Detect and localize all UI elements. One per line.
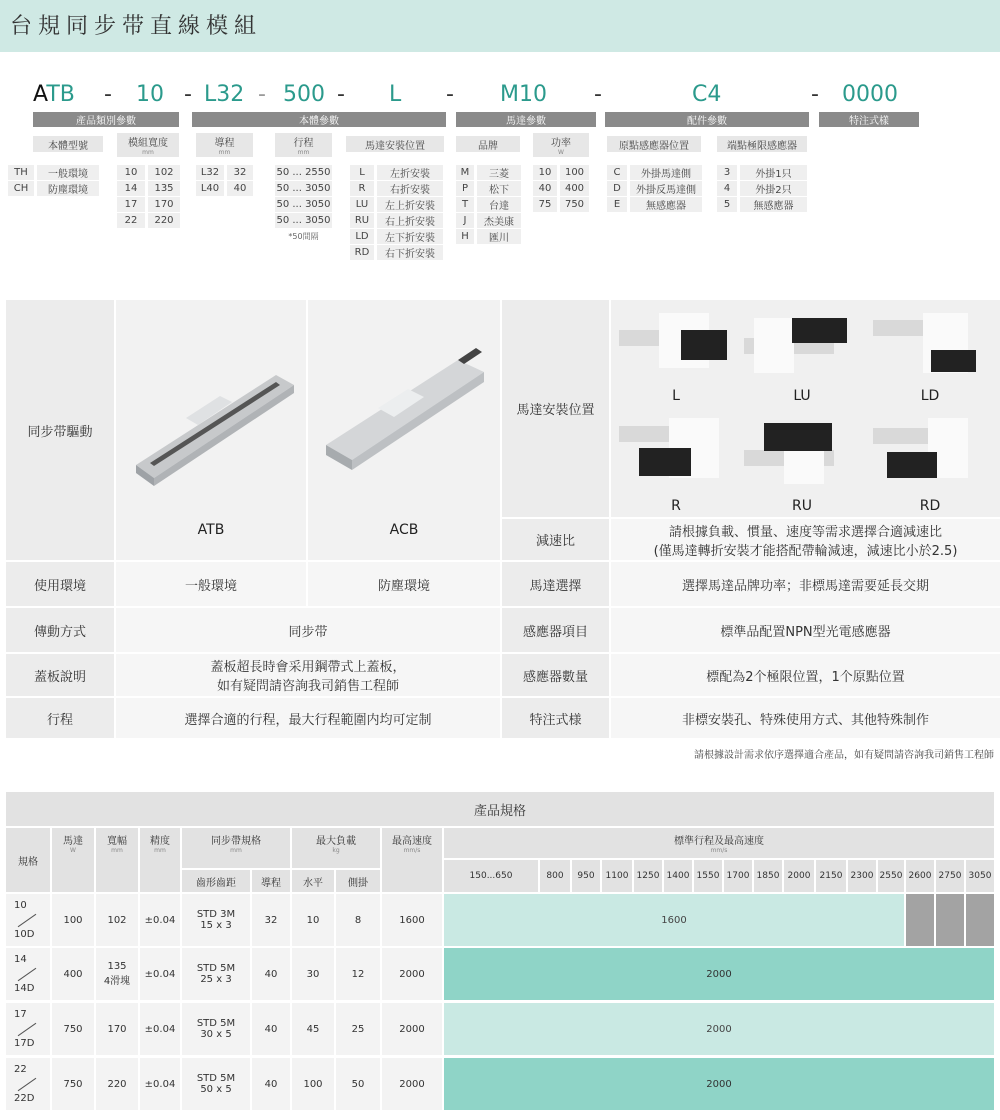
stroke-text: 選擇合適的行程，最大行程範圍内均可定制	[116, 698, 500, 738]
spec-model-top: 10	[14, 900, 27, 911]
code-dash: -	[184, 82, 192, 107]
spec-belt	[182, 948, 250, 1000]
spec-model-top: 22	[14, 1064, 27, 1075]
motor-pos-code: L	[672, 388, 680, 404]
code-stroke: 500	[283, 82, 325, 107]
h-horiz: 水平	[292, 870, 334, 892]
spec-model-cell	[6, 948, 50, 1000]
motor-l-icon	[619, 308, 729, 378]
speed-bar: 2000	[444, 1058, 994, 1110]
spec-width	[96, 1058, 138, 1110]
spec-belt	[182, 1003, 250, 1055]
spec-precision: ±0.04	[140, 1058, 180, 1110]
width-value: 220	[107, 1078, 127, 1090]
stroke-note: *50間隔	[288, 231, 319, 241]
group-accessory-params: 配件參數	[605, 112, 809, 127]
spec-lead: 40	[252, 1003, 290, 1055]
label-sensor-item: 感應器項目	[502, 608, 609, 652]
code-width: 10	[136, 82, 164, 107]
spec-model-bottom: 17D	[14, 1038, 35, 1049]
spec-load-side: 12	[336, 948, 380, 1000]
belt-size: 50 x 5	[200, 1084, 232, 1095]
motor-lu-icon	[744, 308, 854, 378]
spec-model-top: 14	[14, 954, 27, 965]
h-motor: 馬達 W	[52, 828, 94, 892]
spec-motor: 750	[52, 1058, 94, 1110]
stroke-col-header: 800	[540, 860, 570, 892]
page-title: 台規同步带直線模組	[10, 14, 263, 39]
spec-load-horizontal: 45	[292, 1003, 334, 1055]
h-width: 寬幅 mm	[96, 828, 138, 892]
code-atb: ATB	[33, 82, 75, 107]
belt-type: STD 3M	[196, 909, 236, 920]
unavailable-cell	[936, 894, 964, 946]
spec-model-cell	[6, 1003, 50, 1055]
motor-ru-icon	[744, 418, 854, 488]
label-transmission: 傳動方式	[6, 608, 114, 652]
stroke-col-header: 2000	[784, 860, 814, 892]
footnote: 請根據設計需求依序選擇適合產品，如有疑問請咨詢我司銷售工程師	[694, 750, 994, 761]
pill-motor-pos: 馬達安裝位置	[346, 136, 444, 152]
h-load: 最大負載 kg	[292, 828, 380, 868]
h-stroke: 標準行程及最高速度 mm/s	[444, 828, 994, 858]
code-dash: -	[258, 82, 266, 107]
code-motor-pos: L	[389, 82, 402, 107]
spec-lead: 40	[252, 948, 290, 1000]
stroke-col-header: 1400	[664, 860, 692, 892]
code-special: 0000	[842, 82, 898, 107]
stroke-col-header: 1700	[724, 860, 752, 892]
label-special: 特注式様	[502, 698, 609, 738]
spec-motor: 750	[52, 1003, 94, 1055]
spec-precision: ±0.04	[140, 948, 180, 1000]
width-value: 135	[107, 961, 127, 972]
sensor-count-text: 標配為2个極限位置，1个原點位置	[611, 654, 1000, 696]
pill-width: 模組寬度 mm	[117, 133, 179, 157]
group-motor-params: 馬達參數	[456, 112, 596, 127]
acb-label: ACB	[389, 522, 419, 538]
stroke-col-header: 950	[572, 860, 600, 892]
pill-lead: 導程 mm	[196, 133, 253, 157]
spec-lead: 32	[252, 894, 290, 946]
belt-size: 30 x 5	[200, 1029, 232, 1040]
motor-pos-code: LD	[920, 388, 940, 404]
motor-pos-code: RU	[792, 498, 812, 514]
label-motor-select: 馬達選擇	[502, 562, 609, 606]
stroke-col-header: 1550	[694, 860, 722, 892]
belt-type: STD 5M	[196, 1073, 236, 1084]
code-dash: -	[811, 82, 819, 107]
cover-text: 蓋板超長時會采用鋼帶式上蓋板， 如有疑問請咨詢我司銷售工程師	[116, 654, 500, 696]
motor-position-grid	[611, 300, 1000, 517]
product-atb-image	[116, 300, 306, 560]
spec-load-horizontal: 30	[292, 948, 334, 1000]
spec-precision: ±0.04	[140, 1003, 180, 1055]
speed-bar: 2000	[444, 1003, 994, 1055]
spec-model-bottom: 14D	[14, 983, 35, 994]
code-motor: M10	[500, 82, 547, 107]
stroke-col-header: 3050	[966, 860, 994, 892]
spec-lead: 40	[252, 1058, 290, 1110]
motor-r-icon	[619, 418, 729, 488]
group-special: 特注式樣	[819, 112, 919, 127]
motor-rd-icon	[873, 418, 983, 488]
speed-bar: 1600	[444, 894, 904, 946]
code-dash: -	[594, 82, 602, 107]
belt-size: 25 x 3	[200, 974, 232, 985]
product-acb-image	[308, 300, 500, 560]
code-lead: L32	[204, 82, 245, 107]
pill-stroke: 行程 mm	[275, 133, 332, 157]
stroke-col-header: 2600	[906, 860, 934, 892]
label-environment: 使用環境	[6, 562, 114, 606]
pill-model: 本體型號	[33, 136, 103, 152]
spec-precision: ±0.04	[140, 894, 180, 946]
group-body-params: 本體參數	[192, 112, 446, 127]
spec-width	[96, 1003, 138, 1055]
spec-model-bottom: 22D	[14, 1093, 35, 1104]
code-dash: -	[104, 82, 112, 107]
spec-load-horizontal: 100	[292, 1058, 334, 1110]
pill-origin: 原點感應器位置	[607, 136, 701, 152]
spec-model-top: 17	[14, 1009, 27, 1020]
spec-belt	[182, 1058, 250, 1110]
spec-max-speed: 2000	[382, 948, 442, 1000]
spec-load-side: 50	[336, 1058, 380, 1110]
width-note: 4滑塊	[103, 976, 131, 987]
h-precision: 精度 mm	[140, 828, 180, 892]
pill-brand: 品牌	[456, 136, 520, 152]
h-lead: 導程	[252, 870, 290, 892]
spec-load-side: 25	[336, 1003, 380, 1055]
atb-label: ATB	[197, 522, 225, 538]
spec-width	[96, 948, 138, 1000]
unavailable-cell	[906, 894, 934, 946]
h-spec: 規格	[6, 828, 50, 892]
spec-model-cell	[6, 894, 50, 946]
speed-bar: 2000	[444, 948, 994, 1000]
belt-type: STD 5M	[196, 1018, 236, 1029]
sensor-item-text: 標準品配置NPN型光電感應器	[611, 608, 1000, 652]
motor-pos-code: LU	[793, 388, 811, 404]
motor-select-text: 選擇馬達品牌功率；非標馬達需要延長交期	[611, 562, 1000, 606]
spec-load-side: 8	[336, 894, 380, 946]
motor-pos-code: RD	[919, 498, 941, 514]
label-cover: 蓋板說明	[6, 654, 114, 696]
env-dustproof: 防塵環境	[308, 562, 500, 606]
spec-max-speed: 2000	[382, 1058, 442, 1110]
spec-max-speed: 2000	[382, 1003, 442, 1055]
spec-belt	[182, 894, 250, 946]
h-side: 側掛	[336, 870, 380, 892]
h-speed: 最高速度 mm/s	[382, 828, 442, 892]
label-stroke: 行程	[6, 698, 114, 738]
spec-title: 產品規格	[6, 792, 994, 826]
stroke-col-header: 1100	[602, 860, 632, 892]
stroke-col-header: 2150	[816, 860, 846, 892]
slash-divider	[18, 1022, 37, 1035]
special-text: 非標安裝孔、特殊使用方式、其他特殊制作	[611, 698, 1000, 738]
reduction-text: 請根據負載、慣量、速度等需求選擇合適減速比 (僅馬達轉折安裝才能搭配帶輪減速，減速比小於2.5)	[611, 519, 1000, 560]
spec-model-bottom: 10D	[14, 929, 35, 940]
stroke-col-header: 1250	[634, 860, 662, 892]
transmission-text: 同步带	[116, 608, 500, 652]
slash-divider	[18, 967, 37, 980]
slash-divider	[18, 913, 37, 926]
stroke-col-header: 1850	[754, 860, 782, 892]
spec-motor: 100	[52, 894, 94, 946]
spec-model-cell	[6, 1058, 50, 1110]
stroke-col-header: 2300	[848, 860, 876, 892]
spec-motor: 400	[52, 948, 94, 1000]
belt-size: 15 x 3	[200, 920, 232, 931]
motor-ld-icon	[873, 308, 983, 378]
stroke-col-header: 2550	[878, 860, 904, 892]
h-tooth: 齒形齒距	[182, 870, 250, 892]
code-accessory: C4	[692, 82, 722, 107]
spec-max-speed: 1600	[382, 894, 442, 946]
slash-divider	[18, 1077, 37, 1090]
stroke-col-header: 2750	[936, 860, 964, 892]
spec-width	[96, 894, 138, 946]
label-drive: 同步带驅動	[6, 300, 114, 560]
width-value: 102	[107, 914, 127, 926]
env-general: 一般環境	[116, 562, 306, 606]
h-belt: 同步帶規格 mm	[182, 828, 290, 868]
code-dash: -	[446, 82, 454, 107]
unavailable-cell	[966, 894, 994, 946]
stroke-col-header: 150...650	[444, 860, 538, 892]
label-reduction: 減速比	[502, 519, 609, 560]
belt-type: STD 5M	[196, 963, 236, 974]
spec-load-horizontal: 10	[292, 894, 334, 946]
label-motor-pos: 馬達安裝位置	[502, 300, 609, 517]
group-product-params: 產品類別參數	[33, 112, 179, 127]
width-value: 170	[107, 1023, 127, 1035]
pill-power: 功率 W	[533, 133, 589, 157]
title-bar	[0, 0, 1000, 52]
code-dash: -	[337, 82, 345, 107]
motor-pos-code: R	[671, 498, 681, 514]
label-sensor-count: 感應器數量	[502, 654, 609, 696]
pill-limit: 端點極限感應器	[717, 136, 807, 152]
